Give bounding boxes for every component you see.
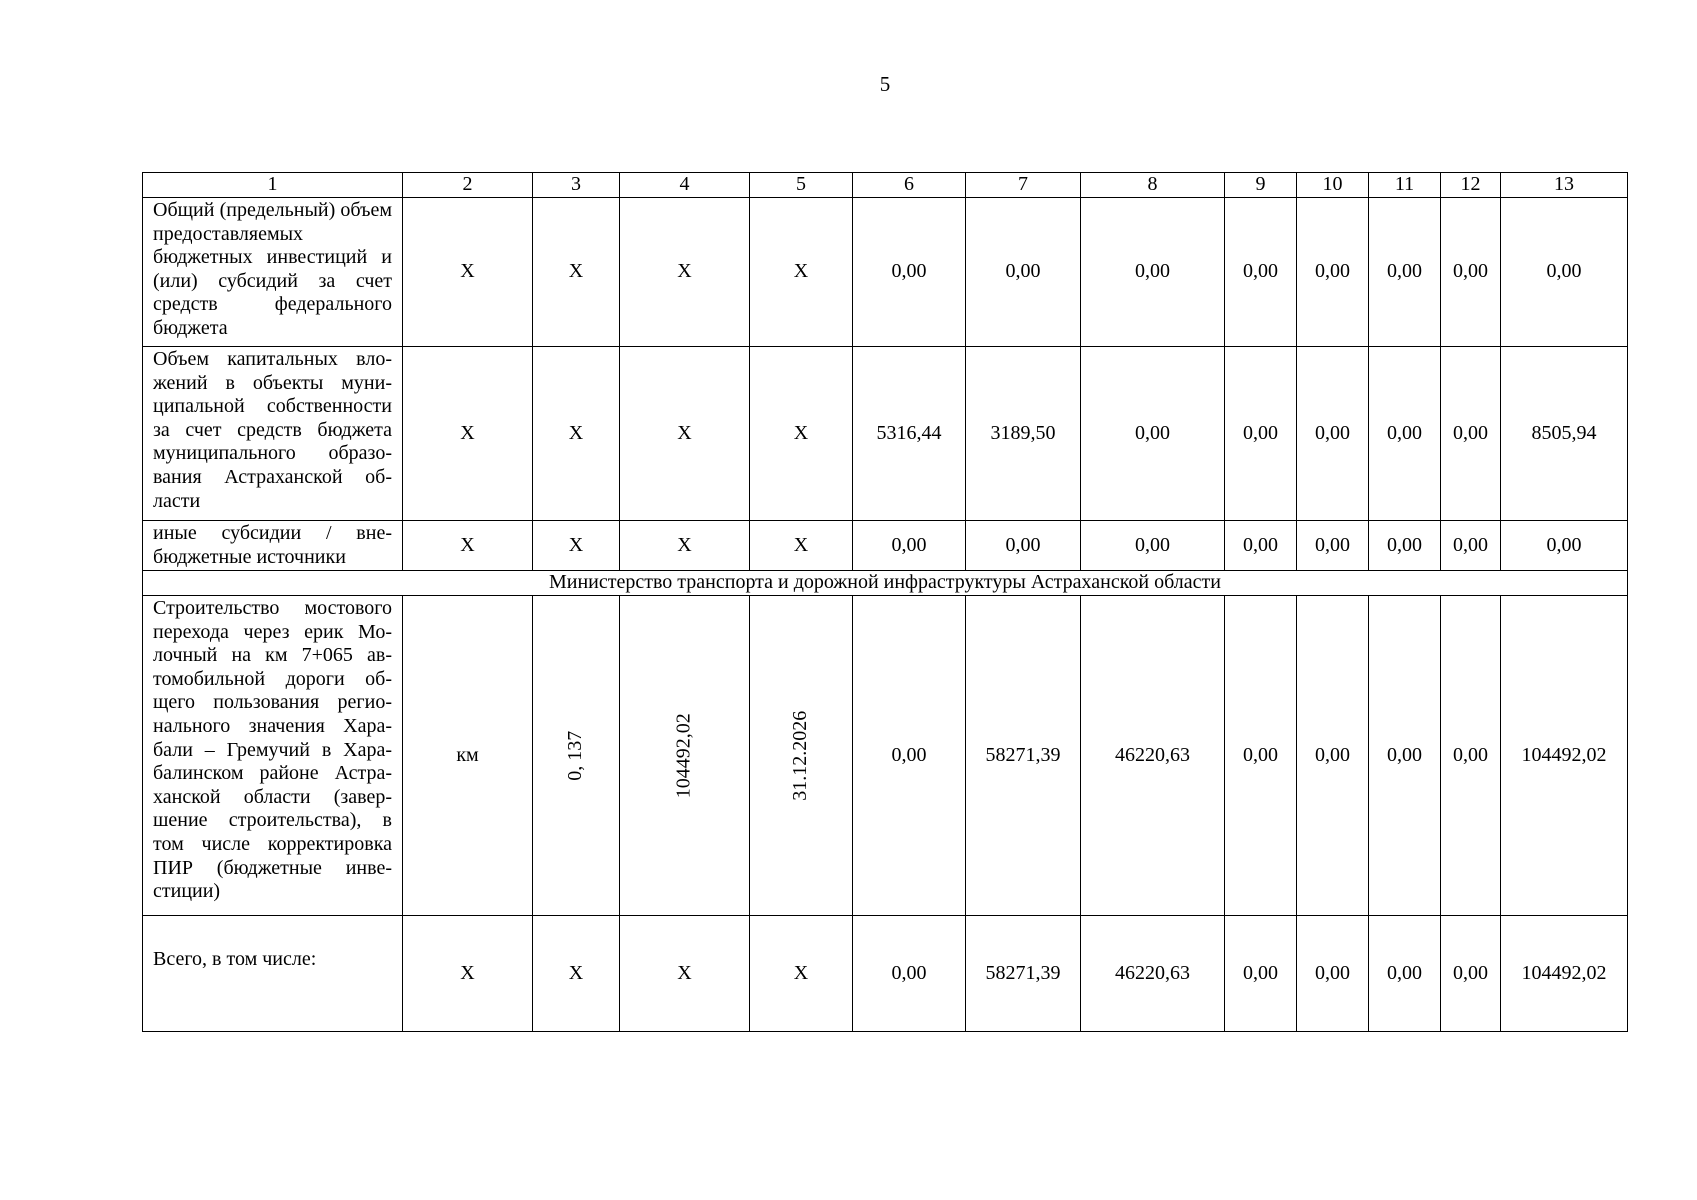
table-cell: Х [620, 347, 750, 521]
table-row-bridge-project [143, 596, 1628, 916]
budget-investment-table [142, 172, 1628, 1032]
table-cell: Х [620, 198, 750, 347]
column-number: 8 [1081, 173, 1225, 198]
table-cell: 0,00 [1081, 347, 1225, 521]
table-cell: 0,00 [853, 596, 966, 916]
section-title: Министерство транспорта и дорожной инфраструктуры Астраханской области [143, 571, 1628, 596]
table-row-other-subsidies [143, 521, 1628, 571]
table-cell: Х [533, 198, 620, 347]
table-cell: 0,00 [1369, 916, 1441, 1032]
column-number: 10 [1297, 173, 1369, 198]
column-number: 13 [1501, 173, 1628, 198]
table-cell: 0,00 [1225, 347, 1297, 521]
total-label: Всего, в том числе: [143, 916, 403, 1032]
table-cell: Х [750, 916, 853, 1032]
estimated-cost-cell [620, 596, 750, 916]
table-cell: 0,00 [1501, 521, 1628, 571]
table-cell: 0,00 [1297, 198, 1369, 347]
table-cell: Х [533, 916, 620, 1032]
completion-date-value: 31.12.2026 [789, 710, 812, 801]
table-cell: 0,00 [1441, 521, 1501, 571]
table-cell: 0,00 [853, 198, 966, 347]
table-cell: 0,00 [1369, 596, 1441, 916]
column-number: 6 [853, 173, 966, 198]
table-cell: 104492,02 [1501, 596, 1628, 916]
row-description: Общий (предельный) объем предоставляемых бюджетных инвестиций и (или) субсидий за счет средств федерального бюджета [143, 198, 403, 347]
table-cell: 0,00 [966, 521, 1081, 571]
table-cell: Х [620, 916, 750, 1032]
column-number: 12 [1441, 173, 1501, 198]
table-cell: 8505,94 [1501, 347, 1628, 521]
table-row-total [143, 916, 1628, 1032]
table-cell: Х [620, 521, 750, 571]
table-cell: 0,00 [1369, 521, 1441, 571]
table-cell: 0,00 [1297, 916, 1369, 1032]
table-cell: 5316,44 [853, 347, 966, 521]
table-cell: Х [750, 198, 853, 347]
table-cell: 0,00 [853, 521, 966, 571]
table-cell: 0,00 [1297, 521, 1369, 571]
table-cell: 46220,63 [1081, 916, 1225, 1032]
table-cell: 58271,39 [966, 596, 1081, 916]
table-cell: Х [403, 198, 533, 347]
table-cell: Х [403, 916, 533, 1032]
table-cell: 0,00 [1297, 596, 1369, 916]
table-cell: Х [533, 347, 620, 521]
table-cell: Х [750, 521, 853, 571]
unit-cell: км [403, 596, 533, 916]
table-cell: 0,00 [1225, 596, 1297, 916]
table-cell: Х [533, 521, 620, 571]
project-description: Строительство мостового перехода через ерик Молочный на км 7+065 автомобильной дороги общего пользования регионального значения Харабали – Гремучий в Харабалинском районе Астраханской области (завершение строительства), в том числе корректировка ПИР (бюджетные инвестиции) [143, 596, 403, 916]
table-cell: 104492,02 [1501, 916, 1628, 1032]
section-title-row [143, 571, 1628, 596]
column-number: 3 [533, 173, 620, 198]
column-number: 1 [143, 173, 403, 198]
column-number: 11 [1369, 173, 1441, 198]
table-cell: Х [403, 347, 533, 521]
completion-date-cell [750, 596, 853, 916]
column-numbers-row [143, 173, 1628, 198]
table-cell: 58271,39 [966, 916, 1081, 1032]
table-cell: 0,00 [1081, 521, 1225, 571]
table-cell: 0,00 [1441, 596, 1501, 916]
table-row-municipal-budget [143, 347, 1628, 521]
table-cell: 0,00 [1369, 198, 1441, 347]
capacity-cell [533, 596, 620, 916]
table-cell: 46220,63 [1081, 596, 1225, 916]
estimated-cost-value: 104492,02 [672, 713, 695, 798]
column-number: 2 [403, 173, 533, 198]
column-number: 7 [966, 173, 1081, 198]
table-cell: 0,00 [1297, 347, 1369, 521]
column-number: 4 [620, 173, 750, 198]
page-number: 5 [879, 72, 891, 96]
row-description: Объем капитальных вложений в объекты муниципальной собственности за счет средств бюджета муниципального образования Астраханской области [143, 347, 403, 521]
capacity-value: 0, 137 [564, 730, 587, 781]
row-description: иные субсидии / внебюджетные источники [143, 521, 403, 571]
table-cell: 0,00 [1369, 347, 1441, 521]
table-cell: 0,00 [1081, 198, 1225, 347]
column-number: 9 [1225, 173, 1297, 198]
table-cell: 0,00 [1225, 916, 1297, 1032]
table-cell: 0,00 [1441, 347, 1501, 521]
column-number: 5 [750, 173, 853, 198]
table-cell: 0,00 [1501, 198, 1628, 347]
table-cell: 0,00 [966, 198, 1081, 347]
table-cell: 0,00 [1441, 916, 1501, 1032]
table-cell: 0,00 [1441, 198, 1501, 347]
table-cell: 3189,50 [966, 347, 1081, 521]
table-cell: 0,00 [853, 916, 966, 1032]
table-cell: Х [750, 347, 853, 521]
table-row-federal-budget [143, 198, 1628, 347]
table-cell: 0,00 [1225, 198, 1297, 347]
table-cell: Х [403, 521, 533, 571]
table-cell: 0,00 [1225, 521, 1297, 571]
